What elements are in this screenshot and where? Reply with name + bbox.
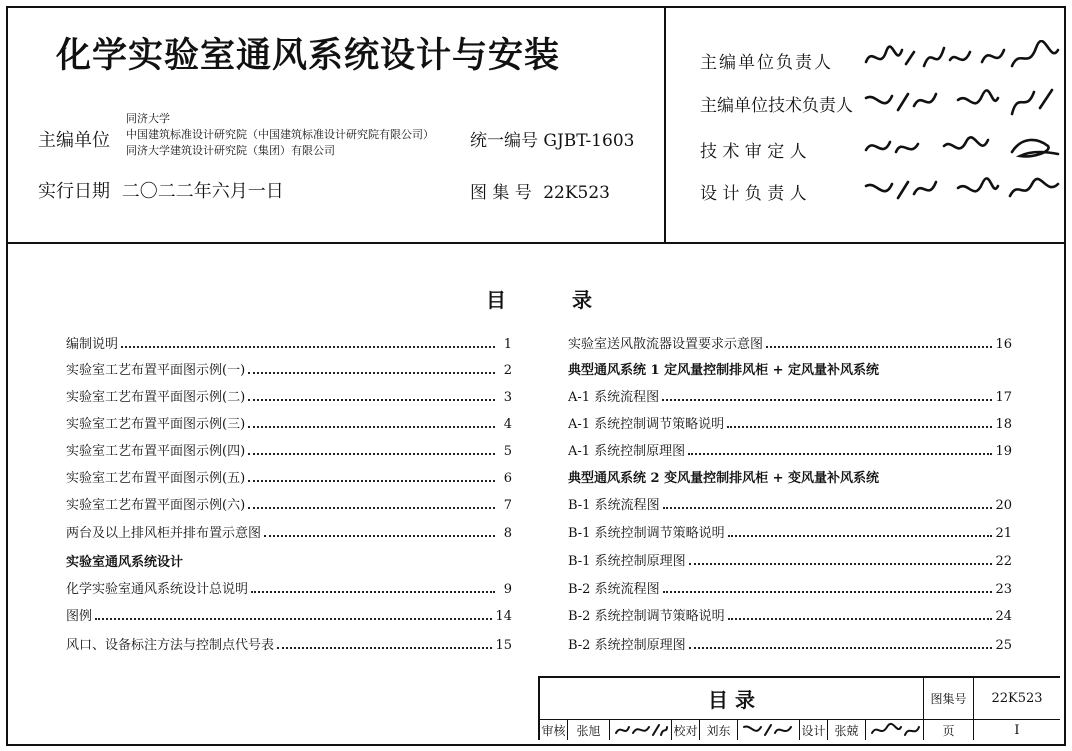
title-block [538, 676, 1060, 740]
toc-entry[interactable]: A-1 系统控制原理图 19 [568, 444, 1012, 459]
header-divider [8, 242, 1064, 244]
responsible-role-1: 主编单位负责人 [700, 53, 833, 73]
page-number: I [1014, 722, 1020, 738]
atlas-no-label-cell: 图集号 [924, 678, 974, 720]
atlas-no-label: 图 集 号 [470, 183, 532, 203]
toc-entry[interactable]: 实验室工艺布置平面图示例(五) 6 [66, 471, 512, 486]
chief-unit-2: 中国建筑标准设计研究院（中国建筑标准设计研究院有限公司） [126, 128, 434, 141]
effective-date-label: 实行日期 [38, 181, 110, 202]
toc-entry[interactable]: 实验室工艺布置平面图示例(三) 4 [66, 417, 512, 432]
toc-entry[interactable]: 实验室工艺布置平面图示例(四) 5 [66, 444, 512, 459]
design-label: 设计 [800, 720, 828, 740]
toc-entry[interactable]: B-2 系统控制调节策略说明 24 [568, 609, 1012, 624]
effective-date: 二〇二二年六月一日 [121, 181, 284, 202]
toc-section-heading: 典型通风系统 2 变风量控制排风柜 + 变风量补风系统 [568, 471, 880, 486]
check-label: 校对 [672, 720, 700, 740]
handwritten-signature-2 [862, 84, 1062, 120]
toc-entry[interactable]: 图例 14 [66, 609, 512, 624]
chief-unit-3: 同济大学建筑设计研究院（集团）有限公司 [126, 144, 335, 157]
toc-entry[interactable]: B-2 系统流程图 23 [568, 582, 1012, 597]
designer-signature [866, 720, 924, 740]
toc-entry[interactable]: 实验室工艺布置平面图示例(一) 2 [66, 363, 512, 378]
atlas-title: 化学实验室通风系统设计与安装 [56, 36, 561, 76]
checker-signature [738, 720, 800, 740]
handwritten-signature-1 [862, 40, 1062, 76]
header-vertical-divider [664, 8, 666, 242]
toc-entry[interactable]: B-2 系统控制原理图 25 [568, 638, 1012, 653]
handwritten-signature-3 [862, 130, 1062, 166]
toc-entry[interactable]: 编制说明 1 [66, 337, 512, 352]
atlas-no: 22K523 [543, 183, 610, 203]
toc-entry[interactable]: 实验室送风散流器设置要求示意图 16 [568, 337, 1012, 352]
responsible-role-4: 设 计 负 责 人 [700, 184, 807, 204]
toc-entry[interactable]: 风口、设备标注方法与控制点代号表 15 [66, 638, 512, 653]
chief-unit-1: 同济大学 [126, 112, 170, 125]
atlas-no-cell: 22K523 [974, 678, 1060, 720]
chief-unit-label: 主编单位 [38, 130, 110, 151]
toc-entry[interactable]: 实验室工艺布置平面图示例(二) 3 [66, 390, 512, 405]
page-label: 页 [924, 720, 974, 740]
toc-entry[interactable]: A-1 系统控制调节策略说明 18 [568, 417, 1012, 432]
responsible-role-3: 技 术 审 定 人 [700, 142, 807, 162]
toc-heading-right: 录 [572, 288, 592, 312]
toc-entry[interactable]: A-1 系统流程图 17 [568, 390, 1012, 405]
handwritten-signature-4 [862, 172, 1062, 208]
toc-entry[interactable]: B-1 系统控制调节策略说明 21 [568, 526, 1012, 541]
unified-no: GJBT-1603 [543, 131, 635, 151]
toc-entry[interactable]: B-1 系统控制原理图 22 [568, 554, 1012, 569]
reviewer-name: 张旭 [568, 720, 610, 740]
toc-entry[interactable]: B-1 系统流程图 20 [568, 498, 1012, 513]
toc-entry[interactable]: 化学实验室通风系统设计总说明 9 [66, 582, 512, 597]
toc-heading-left: 目 [486, 288, 506, 312]
responsible-role-2: 主编单位技术负责人 [700, 96, 853, 116]
toc-section-heading: 典型通风系统 1 定风量控制排风柜 + 定风量补风系统 [568, 363, 880, 378]
reviewer-signature [610, 720, 672, 740]
toc-entry[interactable]: 两台及以上排风柜并排布置示意图 8 [66, 526, 512, 541]
toc-section-heading: 实验室通风系统设计 [66, 555, 184, 570]
unified-no-label: 统一编号 [470, 131, 538, 151]
review-label: 审核 [540, 720, 568, 740]
toc-entry[interactable]: 实验室工艺布置平面图示例(六) 7 [66, 498, 512, 513]
sheet-title: 目 录 [540, 678, 924, 720]
checker-name: 刘东 [700, 720, 738, 740]
designer-name: 张兢 [828, 720, 866, 740]
